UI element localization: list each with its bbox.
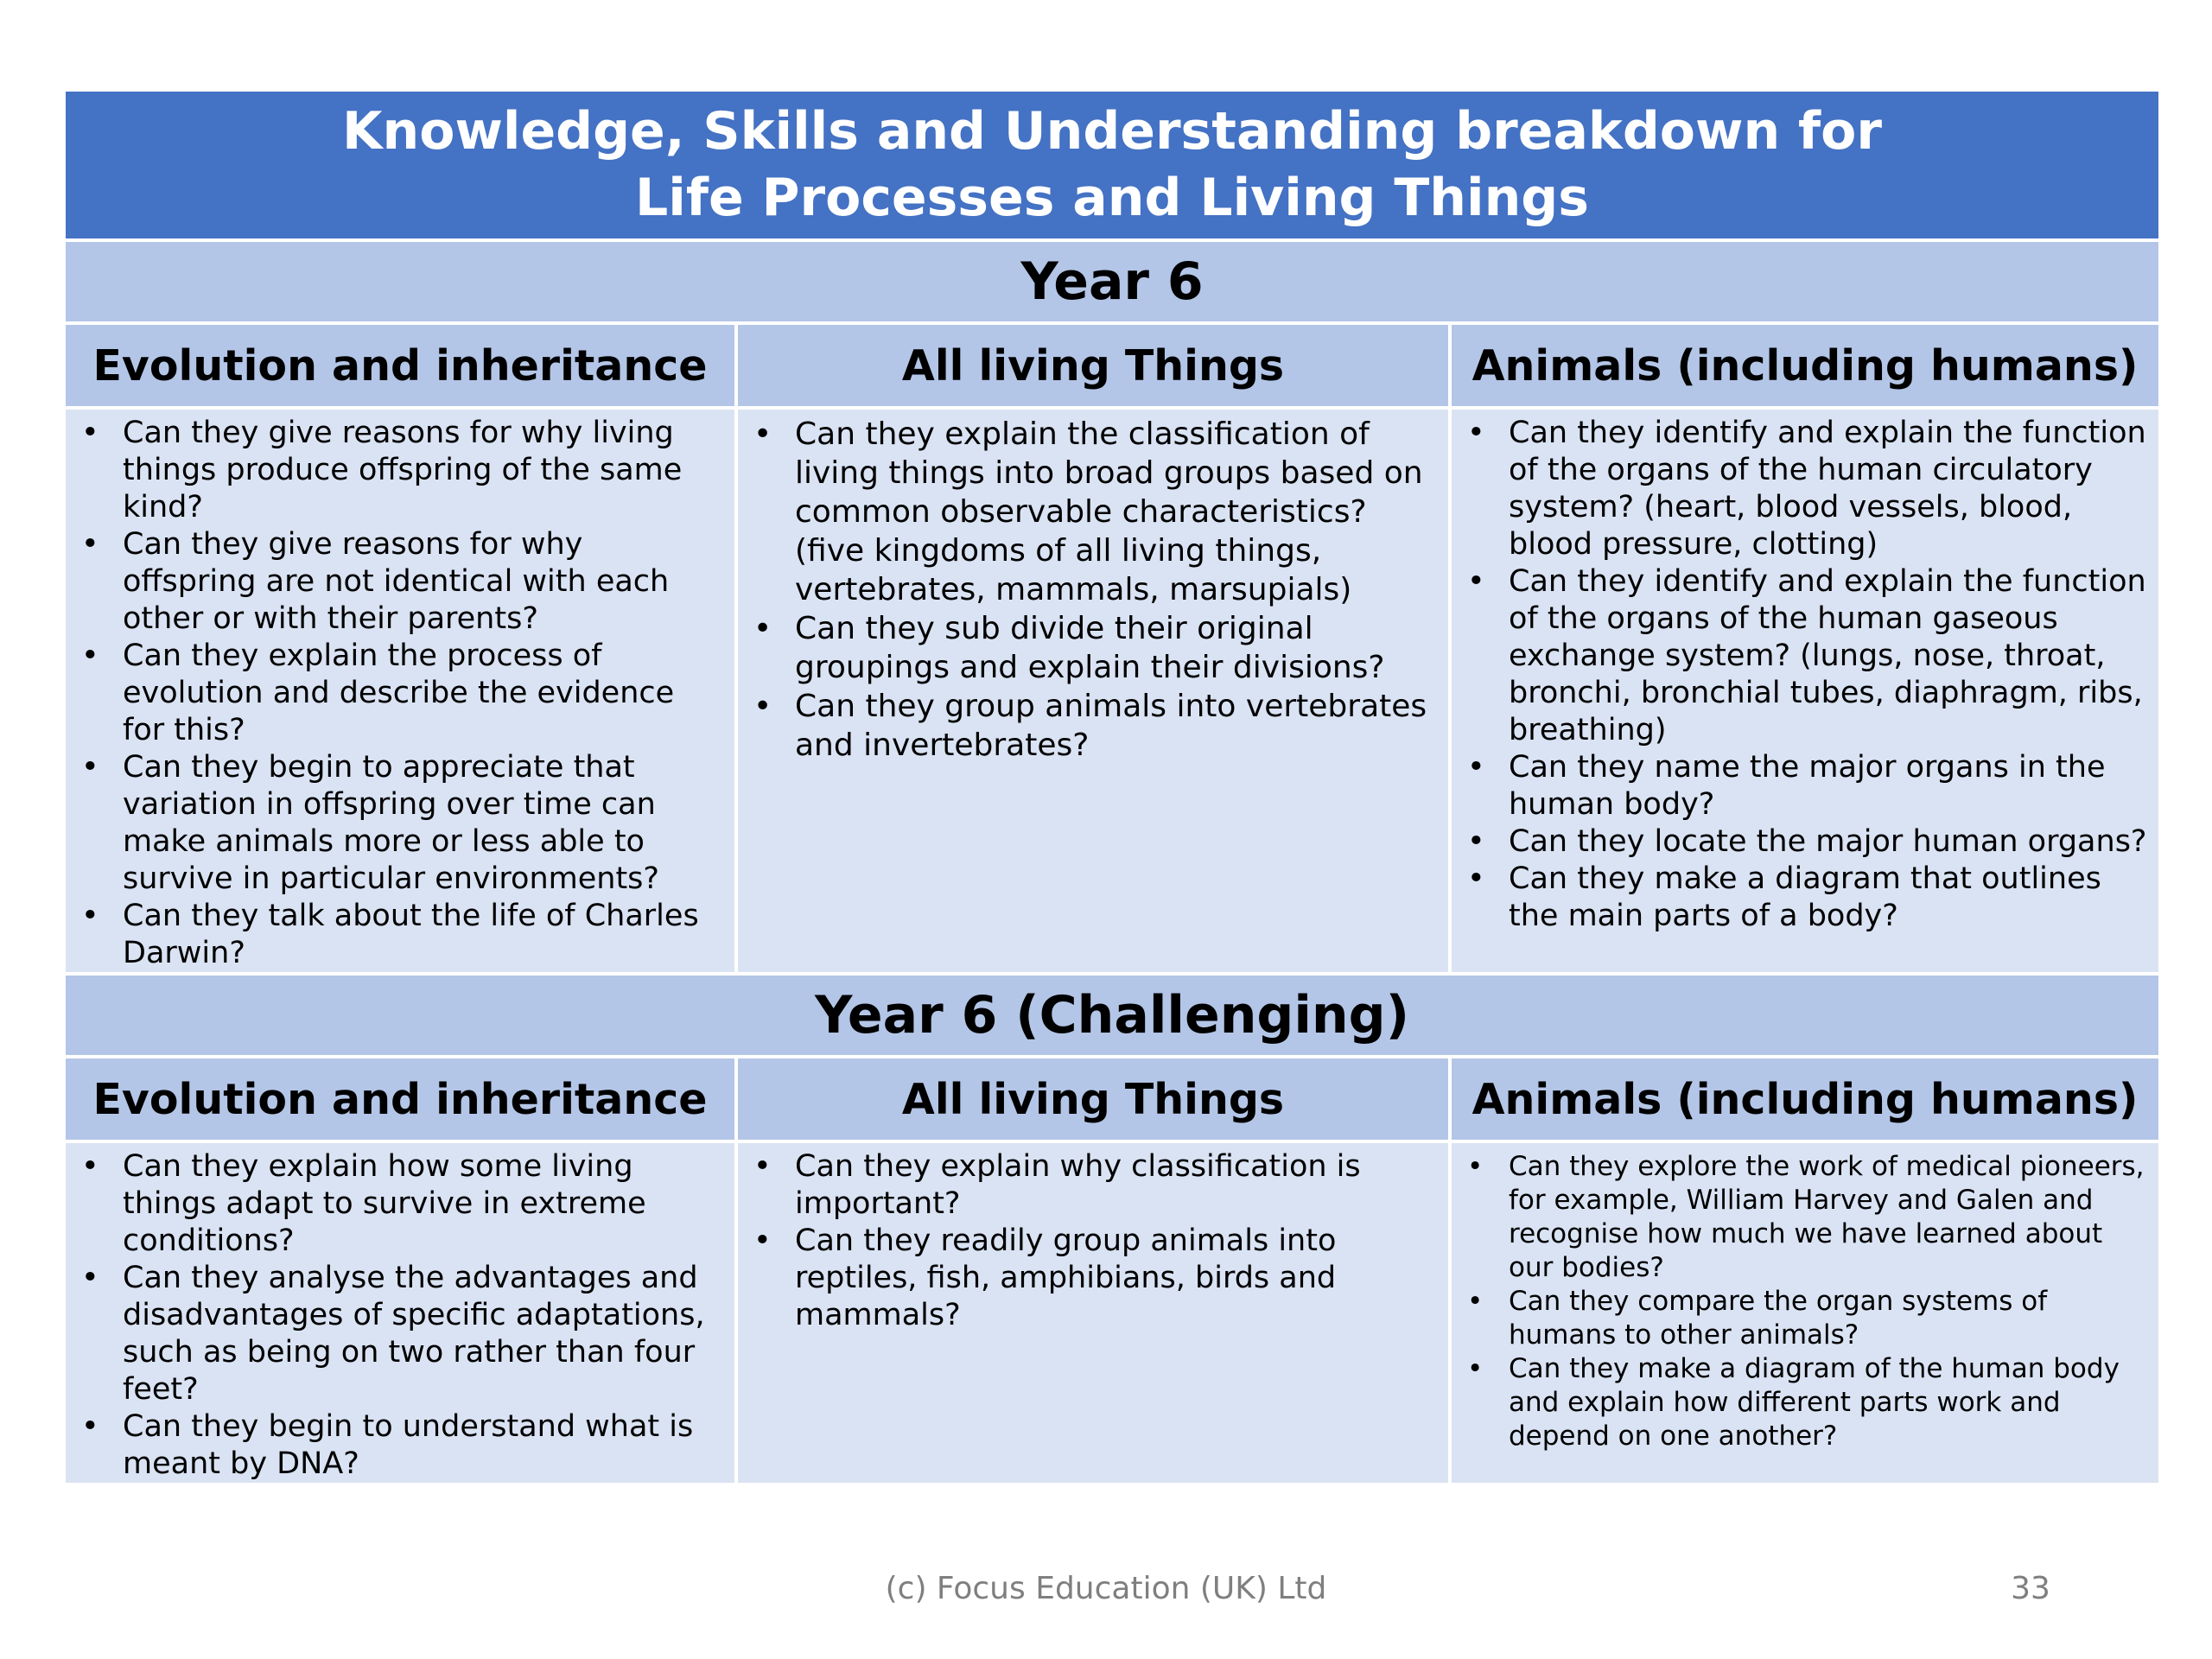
year-6-challenging-evolution-cell xyxy=(64,1141,736,1484)
list-item: • Can they begin to understand what is meant by DNA? xyxy=(66,1408,724,1483)
list-item: • Can they name the major organs in the human body? xyxy=(1452,749,2148,823)
list-item: • Can they locate the major human organs? xyxy=(1452,823,2148,861)
list-item: • Can they explain the classification of living things into broad groups based on common observable characteristics? (five kingdoms of all living things, vertebrates, mammals, marsupials) xyxy=(738,415,1438,609)
year-6-challenging-all-living-things-cell xyxy=(736,1141,1450,1484)
title-line-1: Knowledge, Skills and Understanding breakdown for xyxy=(342,101,1882,162)
list-item: • Can they identify and explain the function of the organs of the human circulatory system? (heart, blood vessels, blood, blood pressure, clotting) xyxy=(1452,415,2148,563)
bullet-list xyxy=(738,410,1448,765)
year-6-challenging-heading: Year 6 (Challenging) xyxy=(64,974,2160,1057)
bullet-list xyxy=(1452,1143,2158,1453)
year-6-animals-cell xyxy=(1450,408,2160,974)
list-item: • Can they readily group animals into reptiles, fish, amphibians, birds and mammals? xyxy=(738,1223,1438,1334)
list-item: • Can they group animals into vertebrates and invertebrates? xyxy=(738,687,1438,765)
year-6-all-living-things-cell xyxy=(736,408,1450,974)
year-6-evolution-cell xyxy=(64,408,736,974)
breakdown-table xyxy=(62,88,2162,1486)
table-title xyxy=(64,90,2160,240)
list-item: • Can they make a diagram that outlines the main parts of a body? xyxy=(1452,861,2148,935)
column-heading-evolution: Evolution and inheritance xyxy=(64,323,736,408)
bullet-list xyxy=(66,410,734,972)
list-item: • Can they compare the organ systems of humans to other animals? xyxy=(1452,1285,2148,1352)
list-item: • Can they explain the process of evolution and describe the evidence for this? xyxy=(66,638,724,749)
year-6-challenging-animals-cell xyxy=(1450,1141,2160,1484)
list-item: • Can they talk about the life of Charles Darwin? xyxy=(66,898,724,972)
bullet-list xyxy=(738,1143,1448,1334)
list-item: • Can they sub divide their original groupings and explain their divisions? xyxy=(738,609,1438,687)
column-heading-animals: Animals (including humans) xyxy=(1450,323,2160,408)
list-item: • Can they analyse the advantages and disadvantages of specific adaptations, such as being on two rather than four feet? xyxy=(66,1260,724,1408)
bullet-list xyxy=(1452,410,2158,935)
year-6-heading: Year 6 xyxy=(64,240,2160,323)
footer-copyright: (c) Focus Education (UK) Ltd xyxy=(885,1571,1327,1606)
list-item: • Can they give reasons for why offspring are not identical with each other or with their parents? xyxy=(66,526,724,638)
list-item: • Can they identify and explain the function of the organs of the human gaseous exchange system? (lungs, nose, throat, bronchi, bronchial tubes, diaphragm, ribs, breathing) xyxy=(1452,563,2148,749)
column-heading-animals: Animals (including humans) xyxy=(1450,1057,2160,1141)
column-heading-all-living-things: All living Things xyxy=(736,323,1450,408)
title-line-2: Life Processes and Living Things xyxy=(635,168,1589,228)
list-item: • Can they make a diagram of the human body and explain how different parts work and depend on one another? xyxy=(1452,1352,2148,1453)
list-item: • Can they explain how some living things adapt to survive in extreme conditions? xyxy=(66,1148,724,1260)
column-heading-evolution: Evolution and inheritance xyxy=(64,1057,736,1141)
bullet-list xyxy=(66,1143,734,1483)
column-heading-all-living-things: All living Things xyxy=(736,1057,1450,1141)
list-item: • Can they begin to appreciate that variation in offspring over time can make animals more or less able to survive in particular environments? xyxy=(66,749,724,898)
list-item: • Can they explain why classification is important? xyxy=(738,1148,1438,1223)
page-number: 33 xyxy=(2011,1571,2050,1606)
list-item: • Can they give reasons for why living things produce offspring of the same kind? xyxy=(66,415,724,526)
list-item: • Can they explore the work of medical pioneers, for example, William Harvey and Galen and recognise how much we have learned about our bodies? xyxy=(1452,1150,2148,1285)
